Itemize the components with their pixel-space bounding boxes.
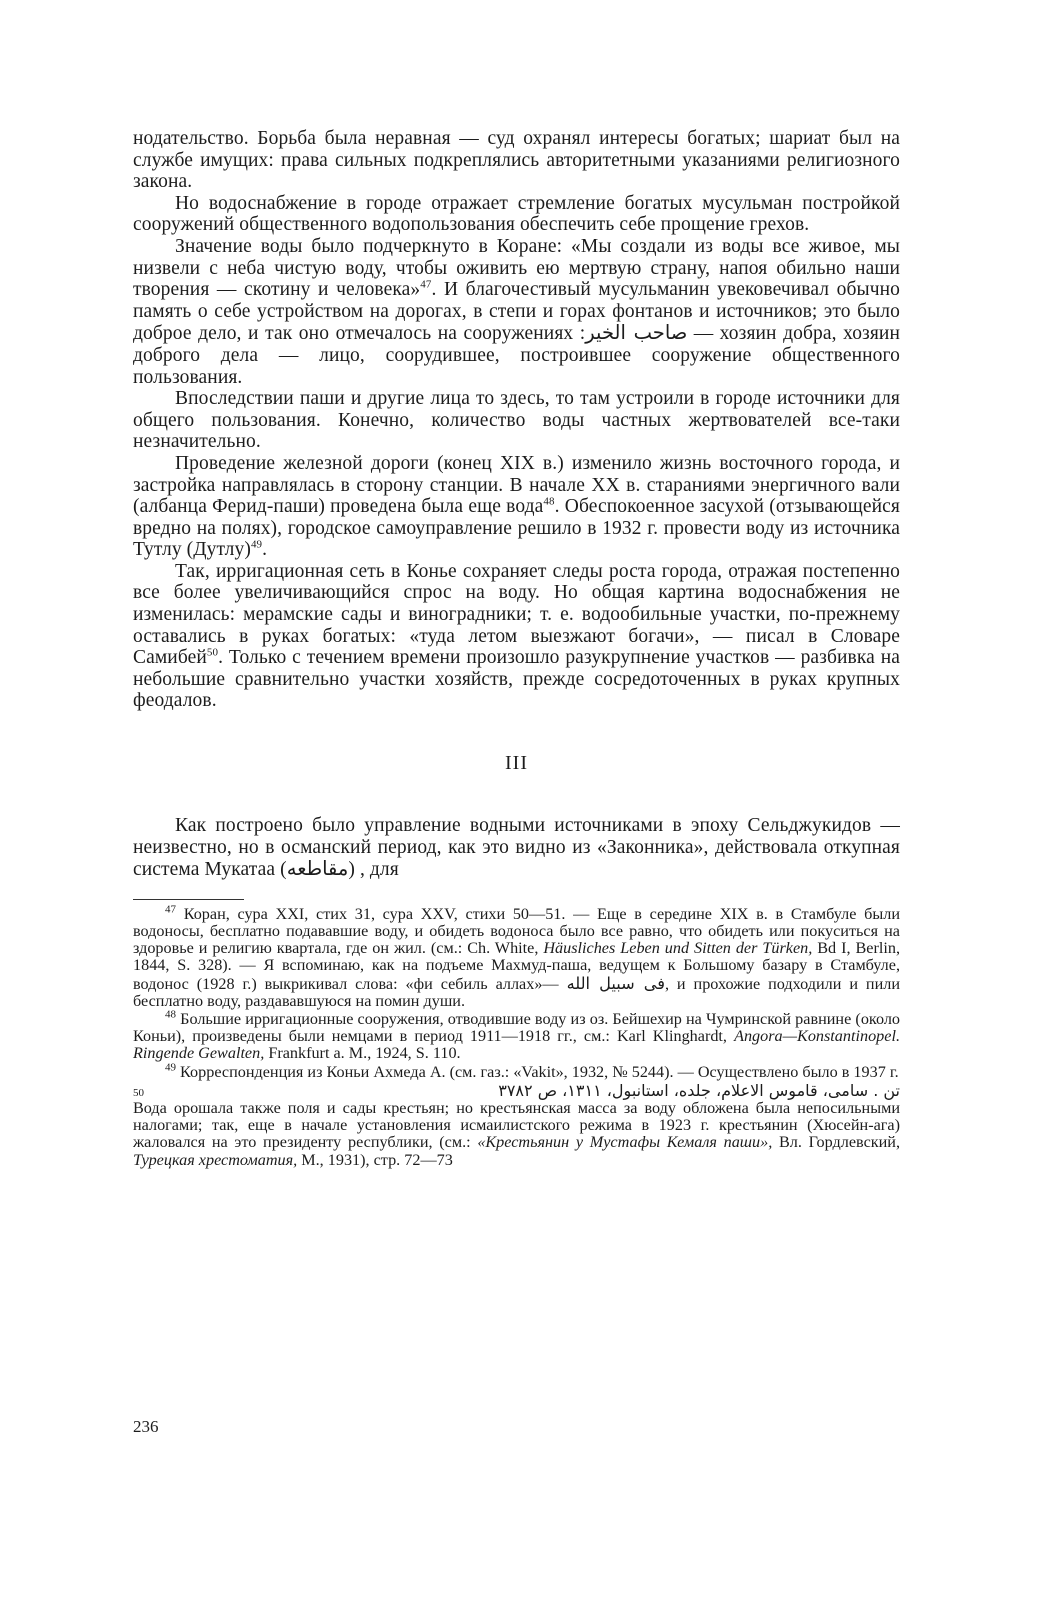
footnote-ref: 49	[250, 538, 263, 551]
footnote-49	[133, 1061, 900, 1081]
footnote-text: М., 1931), стр. 72—73	[297, 1150, 453, 1169]
footnote-number: 49	[165, 1061, 176, 1074]
footnote-text: Большие ирригационные сооружения, отводившие воду из оз. Бейшехир на Чумринской равнине (около Коньи), произведены были немцами в период 1911—1918 гг., см.: Karl Klinghardt,	[133, 1010, 901, 1046]
footnote-title: «Крестьянин у Мустафы Кемаля паши»,	[477, 1133, 773, 1152]
paragraph-text: Но водоснабжение в городе отражает стремление богатых мусульман постройкой сооружений общественного водопользования обеспечить себе прощение грехов.	[133, 192, 900, 236]
paragraph-text: Значение воды было подчеркнуто в Коране: «Мы создали из воды все живое, мы низвели с неба чистую воду, чтобы оживить ею мертвую страну, напоя обильно наши творения — скотину и человека»	[133, 235, 900, 301]
arabic-inscription: صاحب الخير	[585, 321, 688, 345]
footnote-text: Вл. Гордлевский,	[772, 1133, 900, 1152]
paragraph	[133, 453, 900, 561]
paragraph-text: .	[262, 539, 268, 561]
footnote-text: Bd I, Berlin, 1844, S. 328). — Я вспоминаю, как на подъеме Махмуд-паша, ведущем к Большому базару в Стамбуле, водонос (1928 г.) выкрикивал слова: «фи себиль аллах»—	[133, 939, 900, 993]
footnote-47	[133, 903, 900, 1010]
arabic-citation: تن . سامى، قاموس الاعلام، جلده، استانبول، ١٣١١، ص ٣٧٨٢	[498, 1080, 900, 1100]
paragraph-text: Впоследствии паши и другие лица то здесь, то там устроили в городе источники для общего пользования. Конечно, количество воды частных жертвователей все-таки незначительно.	[133, 388, 900, 453]
footnote-text: Корреспонденция из Коньи Ахмеда А. (см. газ.: «Vakit», 1932, № 5244). — Осуществлено было в 1937 г.	[180, 1062, 899, 1081]
footnote-divider	[133, 899, 244, 900]
footnote-text: Вода орошала также поля и сады крестьян; но крестьянская масса за воду обложена была непосильными налогами; так, еще в начале установления исмаилистского режима в 1923 г. крестьянин (Хюсейн-ага) жаловался на это президенту республики, (см.:	[133, 1099, 900, 1152]
paragraph	[133, 388, 900, 453]
footnote-number: 47	[165, 903, 176, 916]
paragraph	[133, 561, 900, 712]
paragraph	[133, 193, 900, 236]
footnote-number: 48	[165, 1008, 176, 1021]
footnote-ref: 50	[206, 646, 219, 659]
page-body	[133, 128, 900, 1169]
footnote-50-arabic-line: 50 تن . سامى، قاموس الاعلام، جلده، استانبول، ١٣١١، ص ٣٧٨٢	[133, 1080, 900, 1100]
footnote-48	[133, 1008, 901, 1063]
paragraph-text: ) , для	[348, 859, 399, 881]
footnote-text: Коран, сура XXI, стих 31, сура XXV, стихи 50—51. — Еще в середине XIX в. в Стамбуле были водоносы, бесплатно подававшие воду, и обидеть водоноса было все равно, что обидеть или покуситься на здоровье и религию квартала, где он жил. (см.: Ch. White,	[133, 904, 900, 958]
arabic-term: مقاطعه	[286, 857, 349, 881]
footnote-ref: 47	[420, 278, 432, 291]
footnote-title: Häusliches Leben und Sitten der Türken,	[543, 939, 813, 958]
paragraph-text: И благочестивый мусульманин увековечивал обычно память о себе устройством на дорогах, в степи и горах фонтанов и источников; это было доброе дело, и так оно отмечалось на сооружениях :	[133, 279, 900, 345]
page-number: 236	[133, 1417, 159, 1436]
section-heading: III	[505, 752, 528, 775]
paragraph-text: нодательство. Борьба была неравная — суд охранял интересы богатых; шариат был на службе имущих: права сильных подкреплялись авторитетными указаниями религиозного закона.	[133, 128, 900, 193]
arabic-phrase: فى سبيل الله	[566, 973, 665, 993]
footnote-title: Angora—Konstantinopel. Ringende Gewalten,	[133, 1027, 900, 1063]
paragraph: Значение воды было подчеркнуто в Коране: «Мы создали из воды все живое, мы низвели с неба чистую воду, чтобы оживить ею мертвую страну, напоя обильно наши творения — скотину и человека»$^{47}$. И благочестивый мусульманин увековечивал обычно память о себе устройством на дорогах, в степи и горах фонтанов и источников; это было доброе дело, и так оно отмечалось на сооружениях :صاحب الخير — хозяин добра, хозяин доброго дела — лицо, соорудившее, построившее сооружение общественного пользования.	[133, 235, 900, 388]
footnote-title: Турецкая хрестоматия,	[133, 1150, 298, 1169]
footnote-50	[133, 1100, 900, 1169]
paragraph-text: Так, ирригационная сеть в Конье сохраняет следы роста города, отражая постепенно все более увеличивающийся спрос на воду. Но общая картина водоснабжения не изменилась: мерамские сады и виноградники; т. е. водообильные участки, по-прежнему оставались в руках богатых: «туда летом выезжают богачи», — писал в Словаре Самибей	[133, 560, 900, 669]
paragraph-text: — хозяин добра, хозяин доброго дела — лицо, соорудившее, построившее сооружение общественного пользования.	[133, 323, 900, 388]
paragraph	[133, 128, 900, 193]
footnote-text: , и прохожие подходили и пили бесплатно воду, раздававшуюся на помин души.	[133, 974, 900, 1010]
paragraph	[133, 815, 900, 881]
paragraph-text: . Обеспокоенное засухой (отзывающейся вредно на полях), городское самоуправление решило в 1932 г. провести воду из источника Тутлу (Дутлу)	[133, 496, 900, 561]
paragraph-text: Как построено было управление водными источниками в эпоху Сельджукидов — неизвестно, но в османский период, как это видно из «Законника», действовала откупная система Мукатаа (	[133, 815, 900, 881]
paragraph-text: Проведение железной дороги (конец XIX в.) изменило жизнь восточного города, и застройка направлялась в сторону станции. В начале XX в. стараниями энергичного вали (албанца Ферид-паши) проведена была еще вода	[133, 452, 900, 518]
footnote-text: Frankfurt a. M., 1924, S. 110.	[264, 1044, 461, 1063]
footnote-ref: 48	[543, 495, 555, 508]
paragraph-text: . Только с течением времени произошло разукрупнение участков — разбивка на небольшие сравнительно участки хозяйств, прежде сосредоточенных в руках крупных феодалов.	[133, 647, 900, 712]
